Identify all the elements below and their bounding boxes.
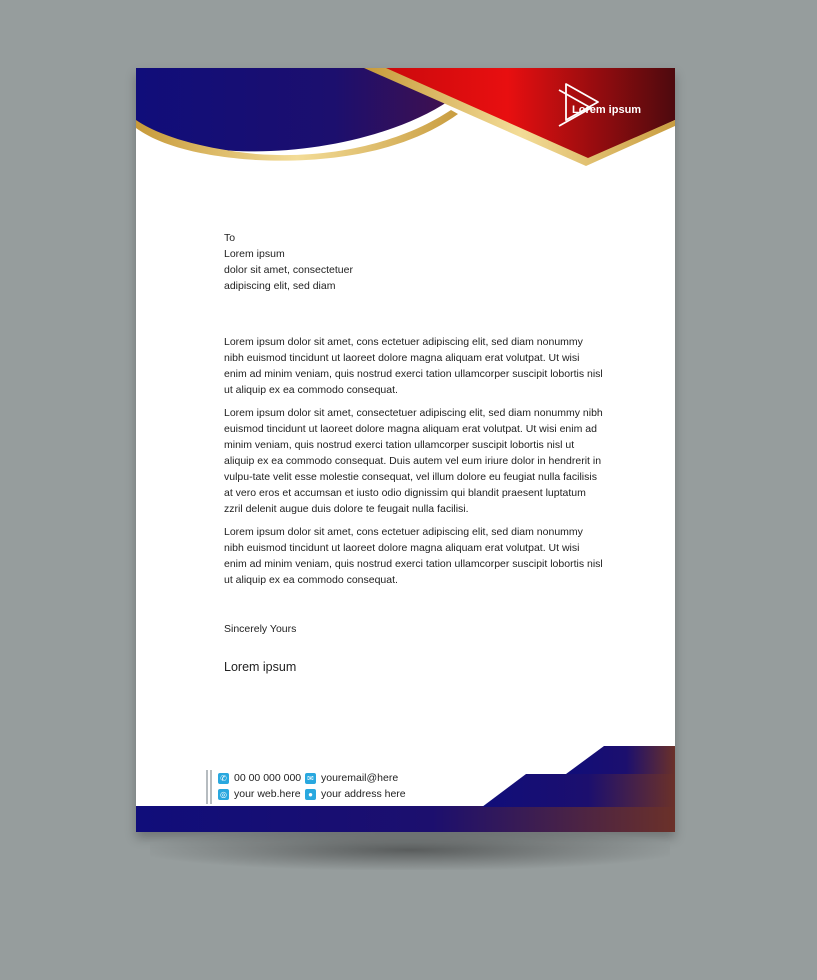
recipient-address-line2: adipiscing elit, sed diam bbox=[224, 280, 336, 292]
email-text: youremail@here bbox=[321, 772, 399, 784]
body-paragraph-1: Lorem ipsum dolor sit amet, cons ectetuer adipiscing elit, sed diam nonummy nibh euismod tincidunt ut laoreet dolore magna aliquam erat volutpat. Ut wisi enim ad minim veniam, quis nostrud exerci tation ullamcorper suscipit lobortis nisl ut aliquip ex ea commodo consequat. bbox=[224, 336, 603, 396]
logo-brand-name: Lorem ipsum bbox=[572, 104, 642, 116]
contact-address bbox=[305, 788, 406, 800]
contact-web bbox=[218, 788, 301, 800]
recipient-block bbox=[224, 230, 353, 294]
closing-line: Sincerely Yours bbox=[224, 623, 297, 635]
web-text: your web.here bbox=[234, 788, 301, 800]
phone-icon: ✆ bbox=[218, 773, 229, 784]
web-icon: ◎ bbox=[218, 789, 229, 800]
contact-email bbox=[305, 772, 398, 784]
recipient-to: To bbox=[224, 232, 236, 244]
footer-divider bbox=[210, 770, 212, 804]
address-text: your address here bbox=[321, 788, 406, 800]
signer-name: Lorem ipsum bbox=[224, 660, 297, 674]
recipient-address-line1: dolor sit amet, consectetuer bbox=[224, 264, 353, 276]
location-pin-icon: ● bbox=[305, 789, 316, 800]
footer-divider bbox=[206, 770, 208, 804]
footer-top-slant bbox=[566, 746, 675, 774]
page-shadow bbox=[150, 830, 670, 870]
recipient-name: Lorem ipsum bbox=[224, 248, 285, 260]
footer-navy-band bbox=[136, 806, 675, 832]
phone-text: 00 00 000 000 bbox=[234, 772, 302, 784]
contact-phone bbox=[218, 772, 301, 784]
letter-body bbox=[224, 334, 604, 595]
contact-footer bbox=[206, 768, 426, 808]
email-icon: ✉ bbox=[305, 773, 316, 784]
body-paragraph-3: Lorem ipsum dolor sit amet, cons ectetuer adipiscing elit, sed diam nonummy nibh euismod tincidunt ut laoreet dolore magna aliquam erat volutpat. Ut wisi enim ad minim veniam, quis nostrud exerci tation ullamcorper suscipit lobortis nisl ut aliquip ex ea commodo consequat. bbox=[224, 526, 603, 586]
footer-slant-band bbox=[482, 774, 675, 807]
body-paragraph-2: Lorem ipsum dolor sit amet, consectetuer adipiscing elit, sed diam nonummy nibh euismod tincidunt ut laoreet dolore magna aliquam erat volutpat. Ut wisi enim ad minim veniam, quis nostrud exerci tation ullamcorper suscipit lobortis nisl ut aliquip ex ea commodo consequat. Duis autem vel eum iriure dolor in hendrerit in vulpu-tate velit esse molestie consequat, vel illum dolore eu feugiat nulla facilisis at vero eros et accumsan et iusto odio dignissim qui blandit praesent luptatum zzril delenit augue duis dolore te feugait nulla facilisi. bbox=[224, 407, 603, 515]
letterhead-page bbox=[136, 68, 675, 832]
